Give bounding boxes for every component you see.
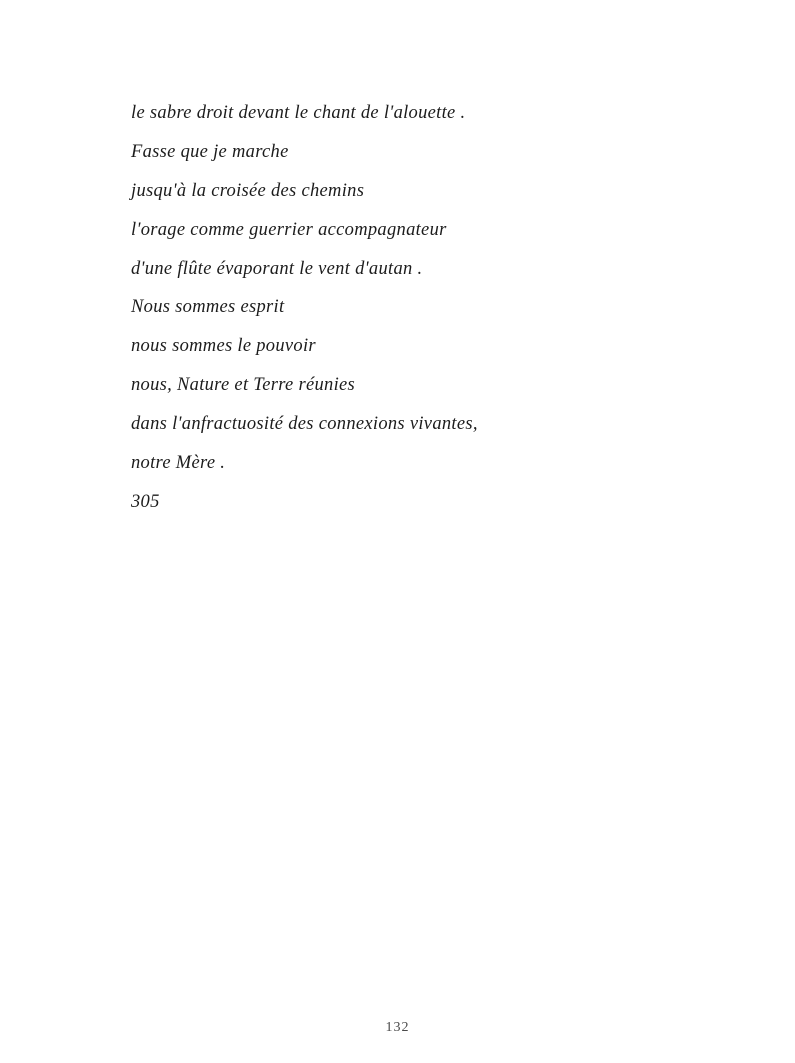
poem-line: 305: [131, 491, 160, 512]
page-number: 132: [385, 1020, 410, 1035]
poem-line: l'orage comme guerrier accompagnateur: [131, 219, 447, 240]
poem-line: d'une flûte évaporant le vent d'autan .: [131, 258, 423, 279]
poem-line: le sabre droit devant le chant de l'alouette .: [131, 103, 466, 123]
poem-line: jusqu'à la croisée des chemins: [131, 180, 365, 201]
poem-line: nous sommes le pouvoir: [131, 336, 316, 357]
poem-line: nous, Nature et Terre réunies: [131, 375, 356, 396]
poem-line: notre Mère .: [131, 453, 226, 474]
page-footer: [0, 1018, 795, 1036]
poem-line: dans l'anfractuosité des connexions vivantes,: [131, 414, 478, 435]
poem-text-block: [131, 94, 691, 522]
poem-line: Nous sommes esprit: [131, 297, 285, 318]
poem-line: Fasse que je marche: [131, 141, 289, 162]
